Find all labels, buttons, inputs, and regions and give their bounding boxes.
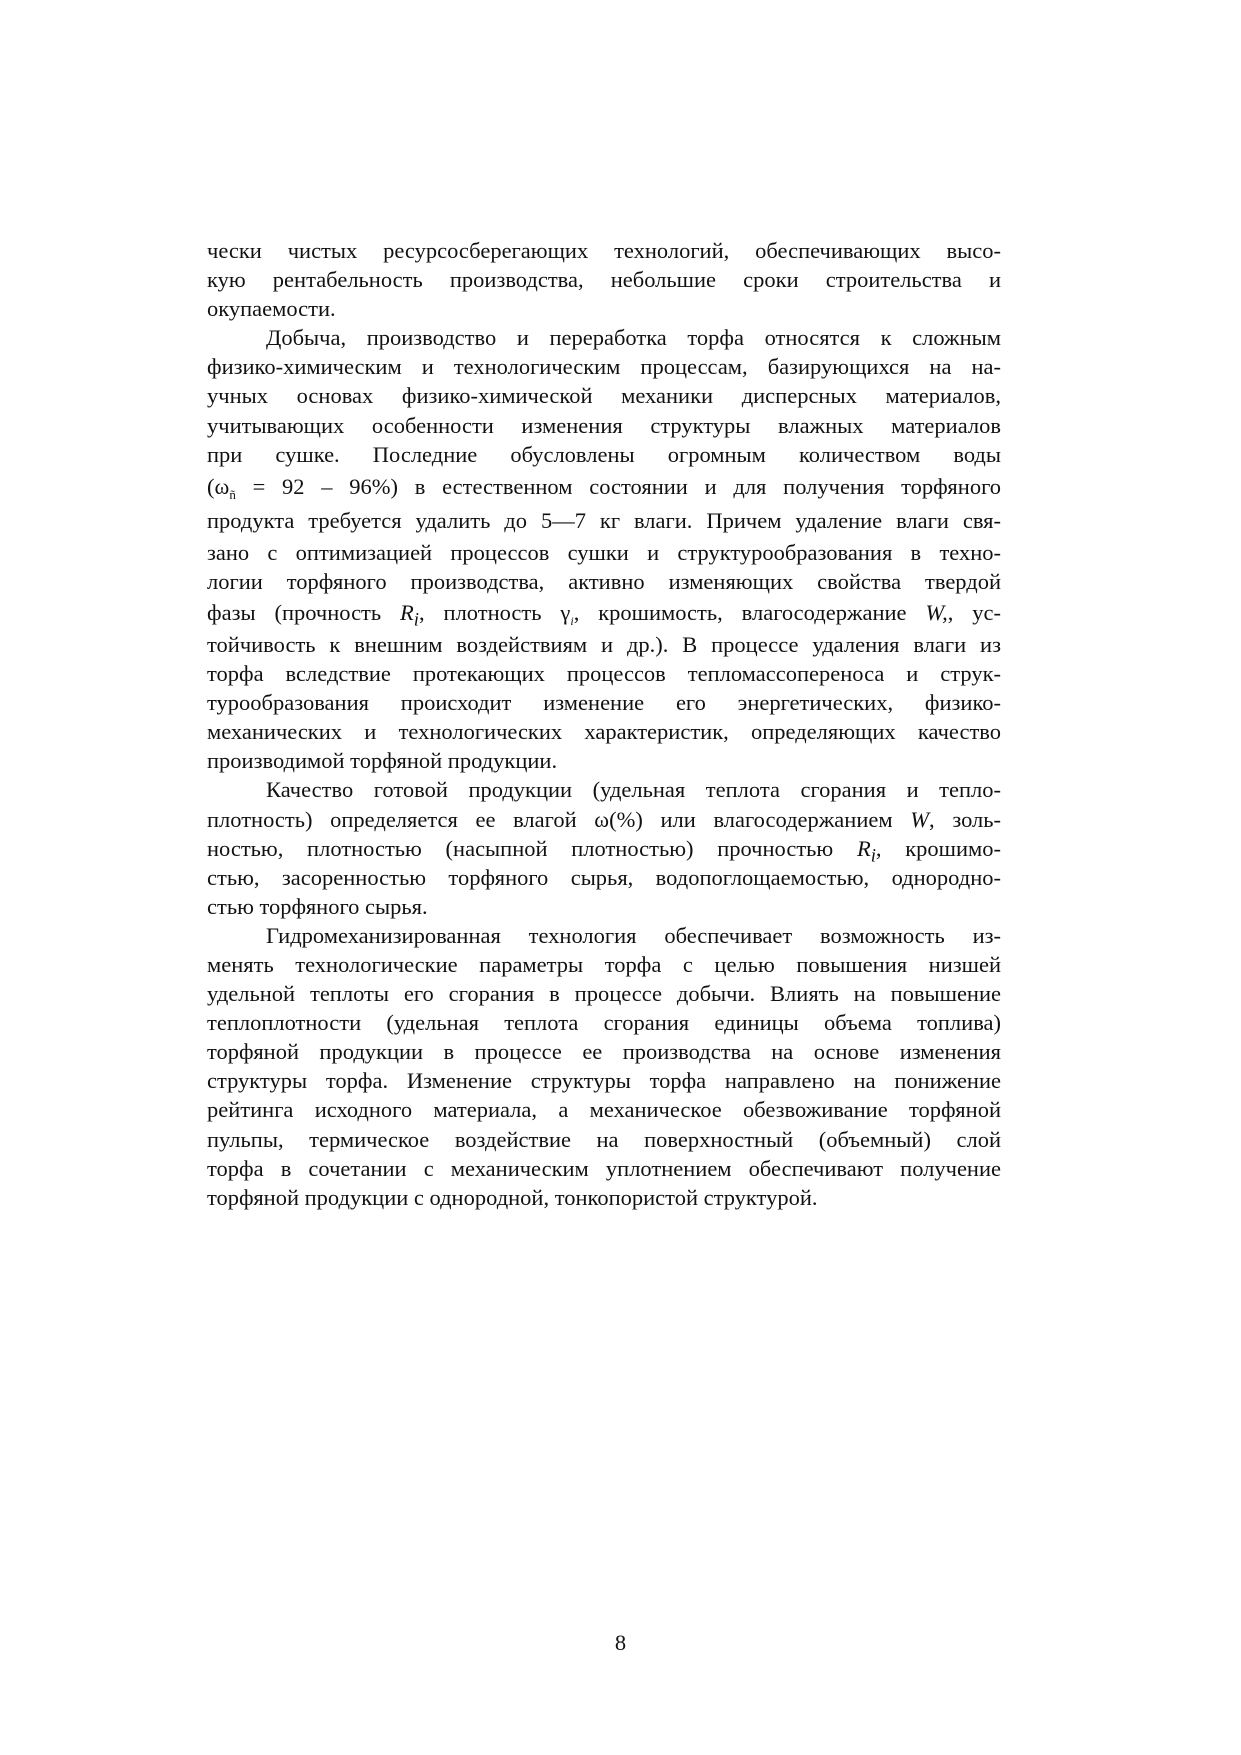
text-line: тойчивость к внешним воздействиям и др.). В процессе удаления влаги из [207, 631, 1001, 657]
text-line: окупаемости. [207, 296, 336, 322]
moisture-symbol: ω(%) [594, 806, 643, 832]
text-line: структуры торфа. Изменение структуры торфа направлено на понижение [207, 1068, 1001, 1094]
text-line: торфа в сочетании с механическим уплотнением обеспечивают получение [207, 1155, 1001, 1181]
text-line: кую рентабельность производства, небольшие сроки строительства и [207, 267, 1001, 293]
text-line: зано с оптимизацией процессов сушки и структурообразования в техно- [207, 539, 1001, 565]
text-line: Добыча, производство и переработка торфа относятся к сложным [266, 325, 1001, 351]
text-line: удельной теплоты его сгорания в процессе добычи. Влиять на повышение [207, 981, 1001, 1007]
text-line: при сушке. Последние обусловлены огромным количеством воды [207, 441, 1001, 467]
text-line: стью, засоренностью торфяного сырья, водопоглощаемостью, однородно- [207, 864, 1001, 890]
text-line: теплоплотности (удельная теплота сгорания единицы объема топлива) [207, 1010, 1001, 1036]
text-line-with-symbols: фазы (прочность $R_i$, плотность $\gamma_i$, крошимость, влагосодержание W,, ус- [207, 599, 1001, 631]
text-line: механических и технологических характеристик, определяющих качество [207, 719, 1001, 745]
strength-symbol: $R_i$ [400, 599, 420, 631]
text-line: пульпы, термическое воздействие на поверхностный (объемный) слой [207, 1126, 1001, 1152]
density-symbol: $\gamma_i$ [560, 599, 574, 628]
text-line: торфяной продукции с однородной, тонкопористой структурой. [207, 1184, 818, 1210]
formula-line: $(\omega_ñ = 92 - 96\%)$ в естественном состоянии и для получения торфяного [207, 473, 1001, 502]
text-line: стью торфяного сырья. [207, 893, 428, 919]
text-line: учных основах физико-химической механики дисперсных материалов, [207, 383, 1001, 409]
text-line: физико-химическим и технологическим процессам, базирующихся на на- [207, 354, 1001, 380]
strength-symbol: $R_i$ [856, 835, 876, 867]
text-line: торфяной продукции в процессе ее производства на основе изменения [207, 1039, 1001, 1065]
text-line: турообразования происходит изменение его энергетических, физико- [207, 690, 1001, 716]
text-line: Качество готовой продукции (удельная теплота сгорания и тепло- [266, 777, 1001, 803]
moisture-formula: $(\omega_ñ = 92 - 96\%)$ [207, 473, 398, 502]
text-line: производимой торфяной продукции. [207, 748, 558, 774]
text-line: логии торфяного производства, активно изменяющих свойства твердой [207, 568, 1001, 594]
text-line: торфа вследствие протекающих процессов тепломассопереноса и струк- [207, 661, 1001, 687]
text-line: чески чистых ресурсосберегающих технологий, обеспечивающих высо- [207, 238, 1001, 263]
text-line: учитывающих особенности изменения структуры влажных материалов [207, 412, 1001, 438]
moisture-content-symbol: W, [925, 599, 948, 625]
text-line: продукта требуется удалить до 5—7 кг влаги. Причем удаление влаги свя- [207, 507, 1001, 533]
text-line: менять технологические параметры торфа с целью повышения низшей [207, 951, 1001, 977]
text-line: Гидромеханизированная технология обеспечивает возможность из- [266, 922, 1001, 948]
text-line-with-symbols: ностью, плотностью (насыпной плотностью) прочностью $R_i$, крошимо- [207, 835, 1002, 867]
text-line-with-symbols: плотность) определяется ее влагой ω(%) или влагосодержанием W, золь- [207, 806, 1002, 832]
text-line: рейтинга исходного материала, а механическое обезвоживание торфяной [207, 1097, 1001, 1123]
moisture-content-symbol: W [910, 806, 930, 832]
page-body [207, 236, 1001, 1212]
page-number: 8 [614, 1630, 627, 1655]
